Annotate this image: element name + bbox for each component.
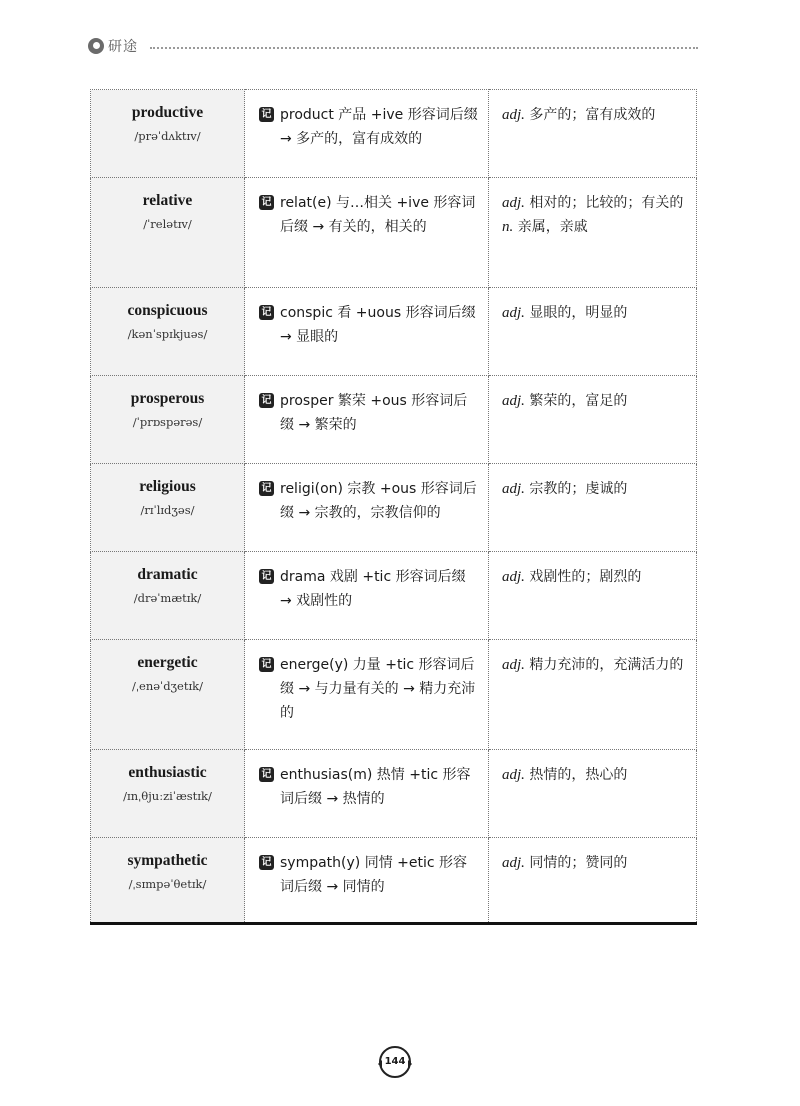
part-of-speech: adj.	[502, 305, 525, 321]
definition-text: 亲属，亲戚	[517, 219, 588, 235]
table-row	[91, 640, 697, 750]
definition-text: 热情的，热心的	[529, 767, 628, 783]
definition-text: 繁荣的，富足的	[529, 393, 628, 409]
definition-cell	[489, 90, 697, 178]
memo-icon: 记	[259, 305, 274, 320]
table-row	[91, 464, 697, 552]
definition-cell	[489, 838, 697, 924]
memo-icon: 记	[259, 195, 274, 210]
memo-text: sympath(y) 同情 +etic 形容词后缀 → 同情的	[280, 855, 468, 895]
definition-text: 显眼的，明显的	[529, 305, 628, 321]
definition-line	[502, 301, 686, 325]
memo-text: relat(e) 与…相关 +ive 形容词后缀 → 有关的，相关的	[280, 195, 476, 235]
phonetic: /ˈprɒspərəs/	[132, 415, 203, 429]
definition-cell	[489, 288, 697, 376]
definition-line	[502, 215, 686, 239]
definition-line	[502, 565, 686, 589]
word-cell	[91, 376, 245, 464]
brand-logo	[88, 36, 138, 56]
phonetic: /ɪnˌθjuːziˈæstɪk/	[123, 789, 212, 803]
table-row	[91, 552, 697, 640]
headword: sympathetic	[127, 852, 208, 869]
headword: productive	[131, 104, 204, 121]
memo-cell	[245, 640, 489, 750]
definition-text: 同情的；赞同的	[529, 855, 628, 871]
headword: relative	[142, 192, 193, 209]
definition-line	[502, 103, 686, 127]
header-divider	[150, 47, 698, 49]
headword: dramatic	[137, 566, 198, 583]
memo-icon: 记	[259, 855, 274, 870]
word-cell	[91, 464, 245, 552]
memo-cell	[245, 178, 489, 288]
word-cell	[91, 90, 245, 178]
definition-cell	[489, 178, 697, 288]
memo-text: enthusias(m) 热情 +tic 形容词后缀 → 热情的	[280, 767, 471, 807]
part-of-speech: adj.	[502, 393, 525, 409]
word-cell	[91, 750, 245, 838]
phonetic: /ˌenəˈdʒetɪk/	[131, 679, 204, 693]
table-row	[91, 288, 697, 376]
memo-cell	[245, 750, 489, 838]
definition-text: 精力充沛的，充满活力的	[529, 657, 684, 673]
memo-icon: 记	[259, 767, 274, 782]
table-row	[91, 178, 697, 288]
definition-line	[502, 389, 686, 413]
part-of-speech: adj.	[502, 481, 525, 497]
part-of-speech: adj.	[502, 569, 525, 585]
headword: enthusiastic	[128, 764, 207, 781]
memo-text: religi(on) 宗教 +ous 形容词后缀 → 宗教的，宗教信仰的	[280, 481, 477, 521]
word-cell	[91, 288, 245, 376]
memo-cell	[245, 288, 489, 376]
definition-line	[502, 191, 686, 215]
definition-text: 相对的；比较的；有关的	[529, 195, 684, 211]
part-of-speech: adj.	[502, 657, 525, 673]
phonetic: /prəˈdʌktɪv/	[134, 129, 201, 143]
memo-icon: 记	[259, 481, 274, 496]
table-row	[91, 90, 697, 178]
memo-cell	[245, 464, 489, 552]
memo-cell	[245, 552, 489, 640]
vocabulary-table	[90, 89, 697, 925]
table-row	[91, 376, 697, 464]
memo-text: product 产品 +ive 形容词后缀 → 多产的，富有成效的	[280, 107, 478, 147]
part-of-speech: adj.	[502, 107, 525, 123]
page-header	[88, 36, 698, 60]
part-of-speech: n.	[502, 219, 514, 235]
phonetic: /ˌsɪmpəˈθetɪk/	[128, 877, 207, 891]
definition-text: 戏剧性的；剧烈的	[529, 569, 642, 585]
definition-line	[502, 653, 686, 677]
logo-icon	[88, 38, 104, 54]
part-of-speech: adj.	[502, 855, 525, 871]
definition-text: 多产的；富有成效的	[529, 107, 656, 123]
headword: energetic	[137, 654, 198, 671]
phonetic: /kənˈspɪkjuəs/	[127, 327, 208, 341]
memo-text: prosper 繁荣 +ous 形容词后缀 → 繁荣的	[280, 393, 468, 433]
definition-line	[502, 763, 686, 787]
word-cell	[91, 178, 245, 288]
memo-text: drama 戏剧 +tic 形容词后缀 → 戏剧性的	[280, 569, 466, 609]
phonetic: /ˈrelətɪv/	[143, 217, 192, 231]
memo-text: energe(y) 力量 +tic 形容词后缀 → 与力量有关的 → 精力充沛的	[280, 657, 476, 721]
memo-icon: 记	[259, 569, 274, 584]
word-cell	[91, 640, 245, 750]
memo-cell	[245, 838, 489, 924]
table-row	[91, 838, 697, 924]
definition-cell	[489, 376, 697, 464]
definition-line	[502, 477, 686, 501]
memo-icon: 记	[259, 393, 274, 408]
memo-cell	[245, 376, 489, 464]
definition-text: 宗教的；虔诚的	[529, 481, 628, 497]
memo-text: conspic 看 +uous 形容词后缀 → 显眼的	[280, 305, 476, 345]
headword: conspicuous	[127, 302, 208, 319]
definition-line	[502, 851, 686, 875]
part-of-speech: adj.	[502, 195, 525, 211]
word-cell	[91, 552, 245, 640]
table-row	[91, 750, 697, 838]
headword: prosperous	[130, 390, 205, 407]
definition-cell	[489, 750, 697, 838]
phonetic: /drəˈmætɪk/	[133, 591, 202, 605]
definition-cell	[489, 640, 697, 750]
memo-icon: 记	[259, 107, 274, 122]
page-number: 144	[379, 1046, 411, 1078]
word-cell	[91, 838, 245, 924]
headword: religious	[139, 478, 196, 495]
definition-cell	[489, 552, 697, 640]
memo-icon: 记	[259, 657, 274, 672]
definition-cell	[489, 464, 697, 552]
memo-cell	[245, 90, 489, 178]
part-of-speech: adj.	[502, 767, 525, 783]
logo-text: 研途	[108, 39, 138, 55]
phonetic: /rɪˈlɪdʒəs/	[140, 503, 195, 517]
